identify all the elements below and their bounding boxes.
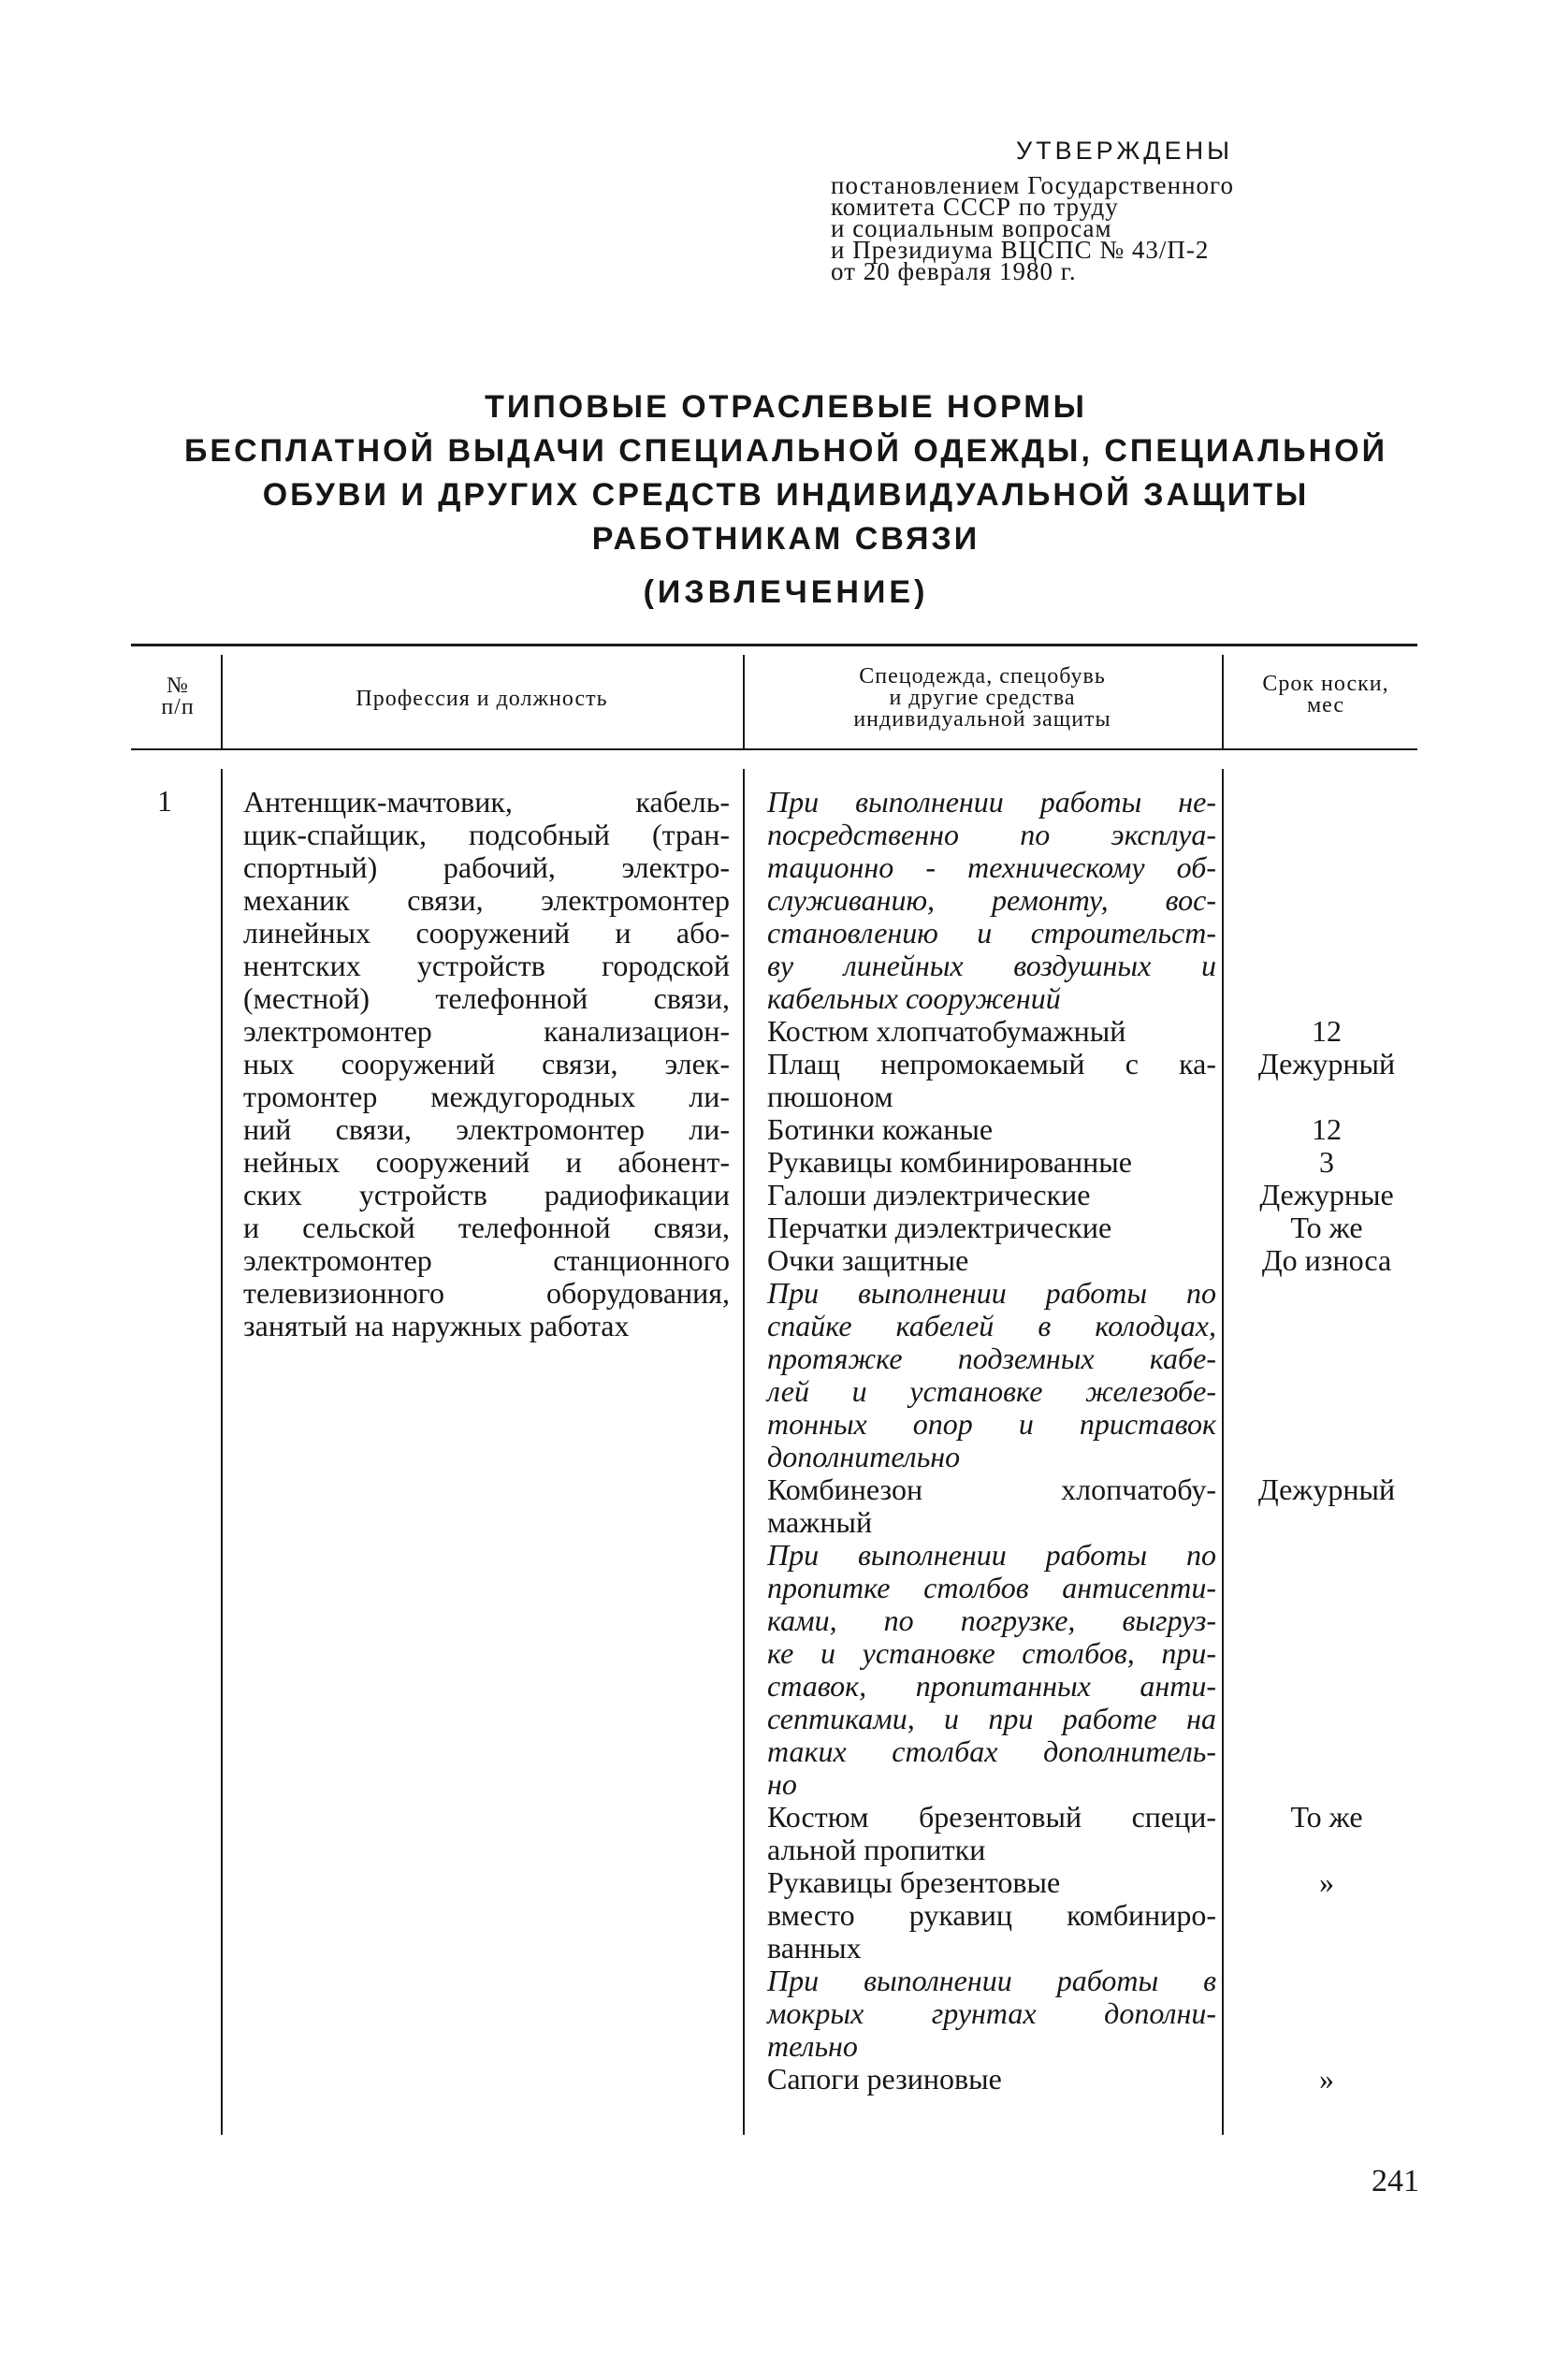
item-line: Ботинки кожаные xyxy=(767,1112,994,1146)
item-term: То же xyxy=(1290,1800,1363,1834)
item-term: 12 xyxy=(1312,1014,1342,1048)
title-extract-note: (ИЗВЛЕЧЕНИЕ) xyxy=(643,574,929,610)
item-name xyxy=(767,1146,1216,1179)
title-line: ТИПОВЫЕ ОТРАСЛЕВЫЕ НОРМЫ xyxy=(485,389,1087,425)
condition-line: тационно - техническому об- xyxy=(767,850,1216,884)
condition-line: ками, по погрузке, выгруз- xyxy=(767,1603,1216,1637)
profession-line: нентских устройств городской xyxy=(243,949,730,982)
item-name xyxy=(767,1866,1216,1965)
document-title xyxy=(122,385,1450,611)
profession-line: механик связи, электромонтер xyxy=(243,883,730,917)
profession-line: и сельской телефонной связи, xyxy=(243,1211,730,1244)
condition-block xyxy=(767,786,1216,1015)
approval-line: и Президиума ВЦСПС № 43/П-2 xyxy=(831,236,1210,264)
condition-line: ву линейных воздушных и xyxy=(767,949,1216,982)
condition-line: При выполнении работы не- xyxy=(767,785,1216,819)
item-term: » xyxy=(1319,2062,1334,2096)
column-divider xyxy=(221,655,223,748)
approval-line: комитета СССР по труду xyxy=(831,193,1119,221)
approval-header: УТВЕРЖДЕНЫ xyxy=(1016,137,1233,165)
condition-line: тонных опор и приставок xyxy=(767,1407,1216,1441)
item-name xyxy=(767,1244,1216,1277)
header-profession xyxy=(225,689,739,710)
condition-line: кабельных сооружений xyxy=(767,981,1061,1015)
item-term: Дежурный xyxy=(1257,1472,1396,1506)
row-number: 1 xyxy=(157,784,172,818)
condition-line: септиками, и при работе на xyxy=(767,1702,1216,1735)
header-line: п/п xyxy=(161,695,195,719)
condition-line: служиванию, ремонту, вос- xyxy=(767,883,1216,917)
column-divider xyxy=(743,769,745,2135)
item-line: альной пропитки xyxy=(767,1833,986,1866)
item-name xyxy=(767,1801,1216,1866)
item-name xyxy=(767,1048,1216,1113)
item-line: Костюм брезентовый специ- xyxy=(767,1800,1216,1834)
condition-line: мокрых грунтах дополни- xyxy=(767,1996,1216,2030)
item-line: ванных xyxy=(767,1931,862,1965)
profession-line: телевизионного оборудования, xyxy=(243,1276,730,1310)
profession-line: тромонтер междугородных ли- xyxy=(243,1080,730,1113)
column-divider xyxy=(743,655,745,748)
profession-line: ских устройств радиофикации xyxy=(243,1178,730,1211)
title-line: ОБУВИ И ДРУГИХ СРЕДСТВ ИНДИВИДУАЛЬНОЙ ЗАЩИТЫ xyxy=(262,477,1310,513)
approval-line: и социальным вопросам xyxy=(831,214,1112,242)
item-line: Сапоги резиновые xyxy=(767,2062,1002,2096)
condition-line: протяжке подземных кабе- xyxy=(767,1342,1216,1375)
profession-line: нейных сооружений и абонент- xyxy=(243,1145,730,1179)
column-divider xyxy=(1222,769,1224,2135)
header-line: Спецодежда, спецобувь xyxy=(859,664,1106,689)
item-line: Рукавицы брезентовые xyxy=(767,1865,1061,1899)
item-name xyxy=(767,1179,1216,1211)
item-line: Перчатки диэлектрические xyxy=(767,1211,1112,1244)
condition-line: тельно xyxy=(767,2029,858,2063)
column-divider xyxy=(221,769,223,2135)
profession-line: спортный) рабочий, электро- xyxy=(243,850,730,884)
condition-line: становлению и строительст- xyxy=(767,916,1216,950)
item-name xyxy=(767,1473,1216,1539)
item-name xyxy=(767,1015,1216,1048)
profession-line: (местной) телефонной связи, xyxy=(243,981,730,1015)
approval-line: от 20 февраля 1980 г. xyxy=(831,257,1077,285)
condition-line: но xyxy=(767,1767,797,1801)
profession-cell xyxy=(243,786,730,1342)
condition-line: ке и установке столбов, при- xyxy=(767,1636,1216,1670)
item-line: Плащ непромокаемый с ка- xyxy=(767,1047,1216,1080)
profession-line: электромонтер станционного xyxy=(243,1243,730,1277)
item-term: 12 xyxy=(1312,1112,1342,1146)
header-line: мес xyxy=(1306,693,1345,718)
item-line: Комбинезон хлопчатобу- xyxy=(767,1472,1216,1506)
condition-line: дополнительно xyxy=(767,1440,961,1473)
item-term: Дежурный xyxy=(1257,1047,1396,1080)
header-number xyxy=(140,675,215,718)
header-line: Профессия и должность xyxy=(356,687,608,711)
condition-line: таких столбах дополнитель- xyxy=(767,1734,1216,1768)
item-term: Дежурные xyxy=(1259,1178,1394,1211)
profession-line: щик-спайщик, подсобный (тран- xyxy=(243,818,730,851)
item-line: пюшоном xyxy=(767,1080,893,1113)
item-term: 3 xyxy=(1319,1145,1334,1179)
condition-line: пропитке столбов антисепти- xyxy=(767,1571,1216,1604)
condition-line: ставок, пропитанных анти- xyxy=(767,1669,1216,1703)
condition-line: При выполнении работы в xyxy=(767,1964,1216,1997)
condition-block xyxy=(767,1965,1216,2063)
approval-block xyxy=(831,137,1234,283)
header-line: № xyxy=(167,674,189,698)
condition-line: посредственно по эксплуа- xyxy=(767,818,1216,851)
header-line: индивидуальной защиты xyxy=(853,707,1111,732)
profession-line: электромонтер канализацион- xyxy=(243,1014,730,1048)
item-line: Очки защитные xyxy=(767,1243,969,1277)
profession-line: занятый на наружных работах xyxy=(243,1309,630,1342)
profession-line: линейных сооружений и або- xyxy=(243,916,730,950)
item-term: То же xyxy=(1290,1211,1363,1244)
condition-line: спайке кабелей в колодцах, xyxy=(767,1309,1216,1342)
header-line: и другие средства xyxy=(889,686,1076,710)
header-items xyxy=(748,666,1216,731)
condition-line: лей и установке железобе- xyxy=(767,1374,1216,1408)
column-divider xyxy=(1222,655,1224,748)
condition-block xyxy=(767,1539,1216,1801)
item-line: мажный xyxy=(767,1505,873,1539)
profession-line: ных сооружений связи, элек- xyxy=(243,1047,730,1080)
item-name xyxy=(767,1113,1216,1146)
profession-line: ний связи, электромонтер ли- xyxy=(243,1112,730,1146)
table-top-rule xyxy=(131,644,1417,646)
table-header-rule xyxy=(131,748,1417,750)
title-line: БЕСПЛАТНОЙ ВЫДАЧИ СПЕЦИАЛЬНОЙ ОДЕЖДЫ, СПЕЦИАЛЬНОЙ xyxy=(183,433,1388,469)
item-term: До износа xyxy=(1261,1243,1392,1277)
item-name xyxy=(767,2063,1216,2096)
header-line: Срок носки, xyxy=(1262,672,1389,696)
item-line: Костюм хлопчатобумажный xyxy=(767,1014,1126,1048)
header-term xyxy=(1227,674,1424,717)
item-term: » xyxy=(1319,1865,1334,1899)
approval-line: постановлением Государственного xyxy=(831,171,1234,199)
title-line: РАБОТНИКАМ СВЯЗИ xyxy=(591,521,980,557)
item-line: Галоши диэлектрические xyxy=(767,1178,1091,1211)
item-line: вместо рукавиц комбиниро- xyxy=(767,1898,1216,1932)
condition-line: При выполнении работы по xyxy=(767,1538,1216,1572)
condition-line: При выполнении работы по xyxy=(767,1276,1216,1310)
item-line: Рукавицы комбинированные xyxy=(767,1145,1132,1179)
item-name xyxy=(767,1211,1216,1244)
page-number: 241 xyxy=(1372,2164,1419,2198)
condition-block xyxy=(767,1277,1216,1473)
profession-line: Антенщик-мачтовик, кабель- xyxy=(243,785,730,819)
